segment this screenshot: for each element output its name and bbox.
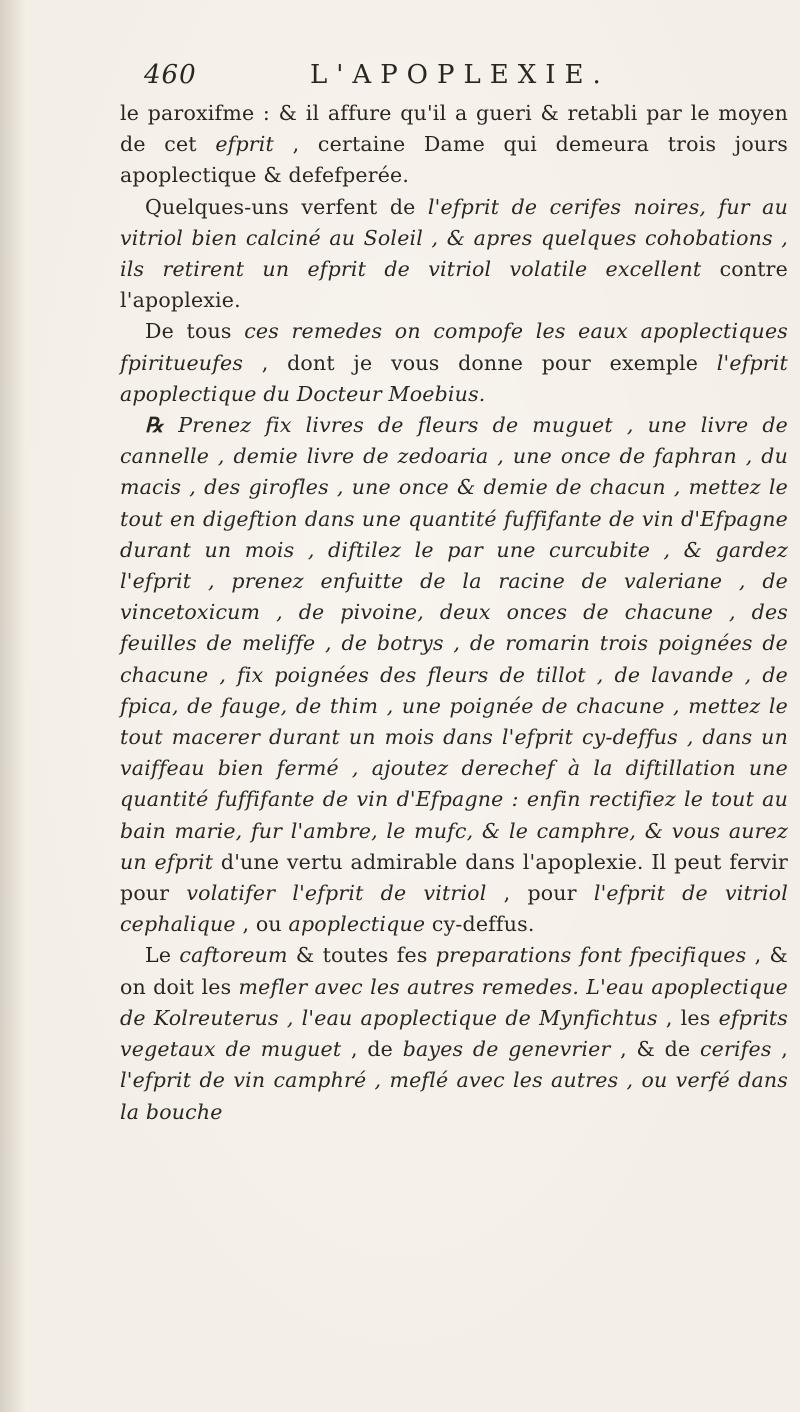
paragraph — [120, 410, 788, 940]
body-text — [120, 98, 788, 1128]
italic-text: ces remedes on compofe les eaux apoplectiques fpiritueufes — [120, 319, 788, 375]
italic-text: l'efprit apoplectique du Docteur Moebius. — [120, 350, 788, 406]
roman-text: , de — [341, 1037, 403, 1062]
paragraph — [120, 940, 788, 1127]
paragraph — [120, 192, 788, 317]
italic-text: apoplectique — [288, 912, 426, 937]
italic-text: cerifes — [700, 1037, 772, 1062]
italic-text: l'efprit de vitriol cephalique — [120, 881, 788, 937]
roman-text: le paroxifme : & il affure qu'il a gueri & retabli par le moyen de cet — [120, 101, 788, 157]
italic-text: l'efprit de vin camphré , meflé avec les autres , ou verfé dans la bouche — [120, 1068, 788, 1124]
italic-text: efprit — [215, 132, 274, 157]
roman-text: d'une vertu admirable dans l'apoplexie. Il peut fervir pour — [120, 849, 788, 906]
running-title: L'APOPLEXIE. — [310, 60, 610, 90]
gutter-shadow — [0, 0, 26, 1412]
roman-text: Le — [145, 943, 180, 968]
paragraph — [120, 98, 788, 192]
roman-text: contre l'apoplexie. — [120, 257, 788, 313]
italic-text: efprits vegetaux de muguet — [120, 1005, 788, 1062]
roman-text: , pour — [486, 881, 594, 906]
roman-text: , certaine Dame qui demeura trois jours apoplectique & defefperée. — [120, 132, 788, 188]
roman-text: , ou — [235, 912, 289, 937]
italic-text: volatifer l'efprit de vitriol — [186, 881, 487, 906]
italic-text: Prenez fix livres de fleurs de muguet , une livre de cannelle , demie livre de zedoaria , une once de faphran , du macis , des girofles , une once & demie de chacun , mettez le tout en digeftion dans une quantité fuffifante de vin d'Efpagne durant un mois , diftilez le par une curcubite , & gardez l'efprit , prenez enfuitte de la racine de valeriane , de vincetoxicum , de pivoine, deux onces de chacune , des feuilles de meliffe , de botrys , de romarin trois poignées de chacune , fix poignées des fleurs de tillot , de lavande , de fpica, de fauge, de thim , une poignée de chacune , mettez le tout macerer durant un mois dans l'efprit cy-deffus , dans un vaiffeau bien fermé , ajoutez derechef à la diftillation une quantité fuffifante de vin d'Efpagne : enfin rectifiez le tout au bain marie, fur l'ambre, le mufc, & le camphre, & vous aurez un efprit — [120, 413, 788, 874]
italic-text: bayes de genevrier — [402, 1037, 611, 1062]
italic-text: preparations font fpecifiques — [435, 943, 747, 968]
italic-text: l'efprit de cerifes noires, fur au vitriol bien calciné au Soleil , & apres quelques cohobations , ils retirent un efprit de vitriol volatile excellent — [120, 194, 788, 282]
roman-text: , & de — [610, 1037, 700, 1062]
roman-text: Quelques-uns verfent de — [145, 194, 428, 219]
italic-text: caftoreum — [179, 943, 288, 968]
roman-text: , dont je vous donne pour exemple — [243, 350, 717, 375]
paragraph — [120, 316, 788, 410]
roman-text: , & on doit les — [120, 943, 788, 999]
roman-text: De tous — [145, 319, 245, 344]
recipe-symbol: ℞ — [145, 413, 179, 438]
page-header — [144, 60, 784, 100]
roman-text: , — [771, 1037, 788, 1062]
italic-text: mefler avec les autres remedes. L'eau apoplectique de Kolreuterus , l'eau apoplectique de Mynfichtus — [120, 974, 788, 1030]
roman-text: , les — [657, 1005, 719, 1030]
roman-text: cy-deffus. — [425, 912, 535, 937]
page-number: 460 — [144, 60, 197, 90]
roman-text: & toutes fes — [287, 943, 436, 968]
